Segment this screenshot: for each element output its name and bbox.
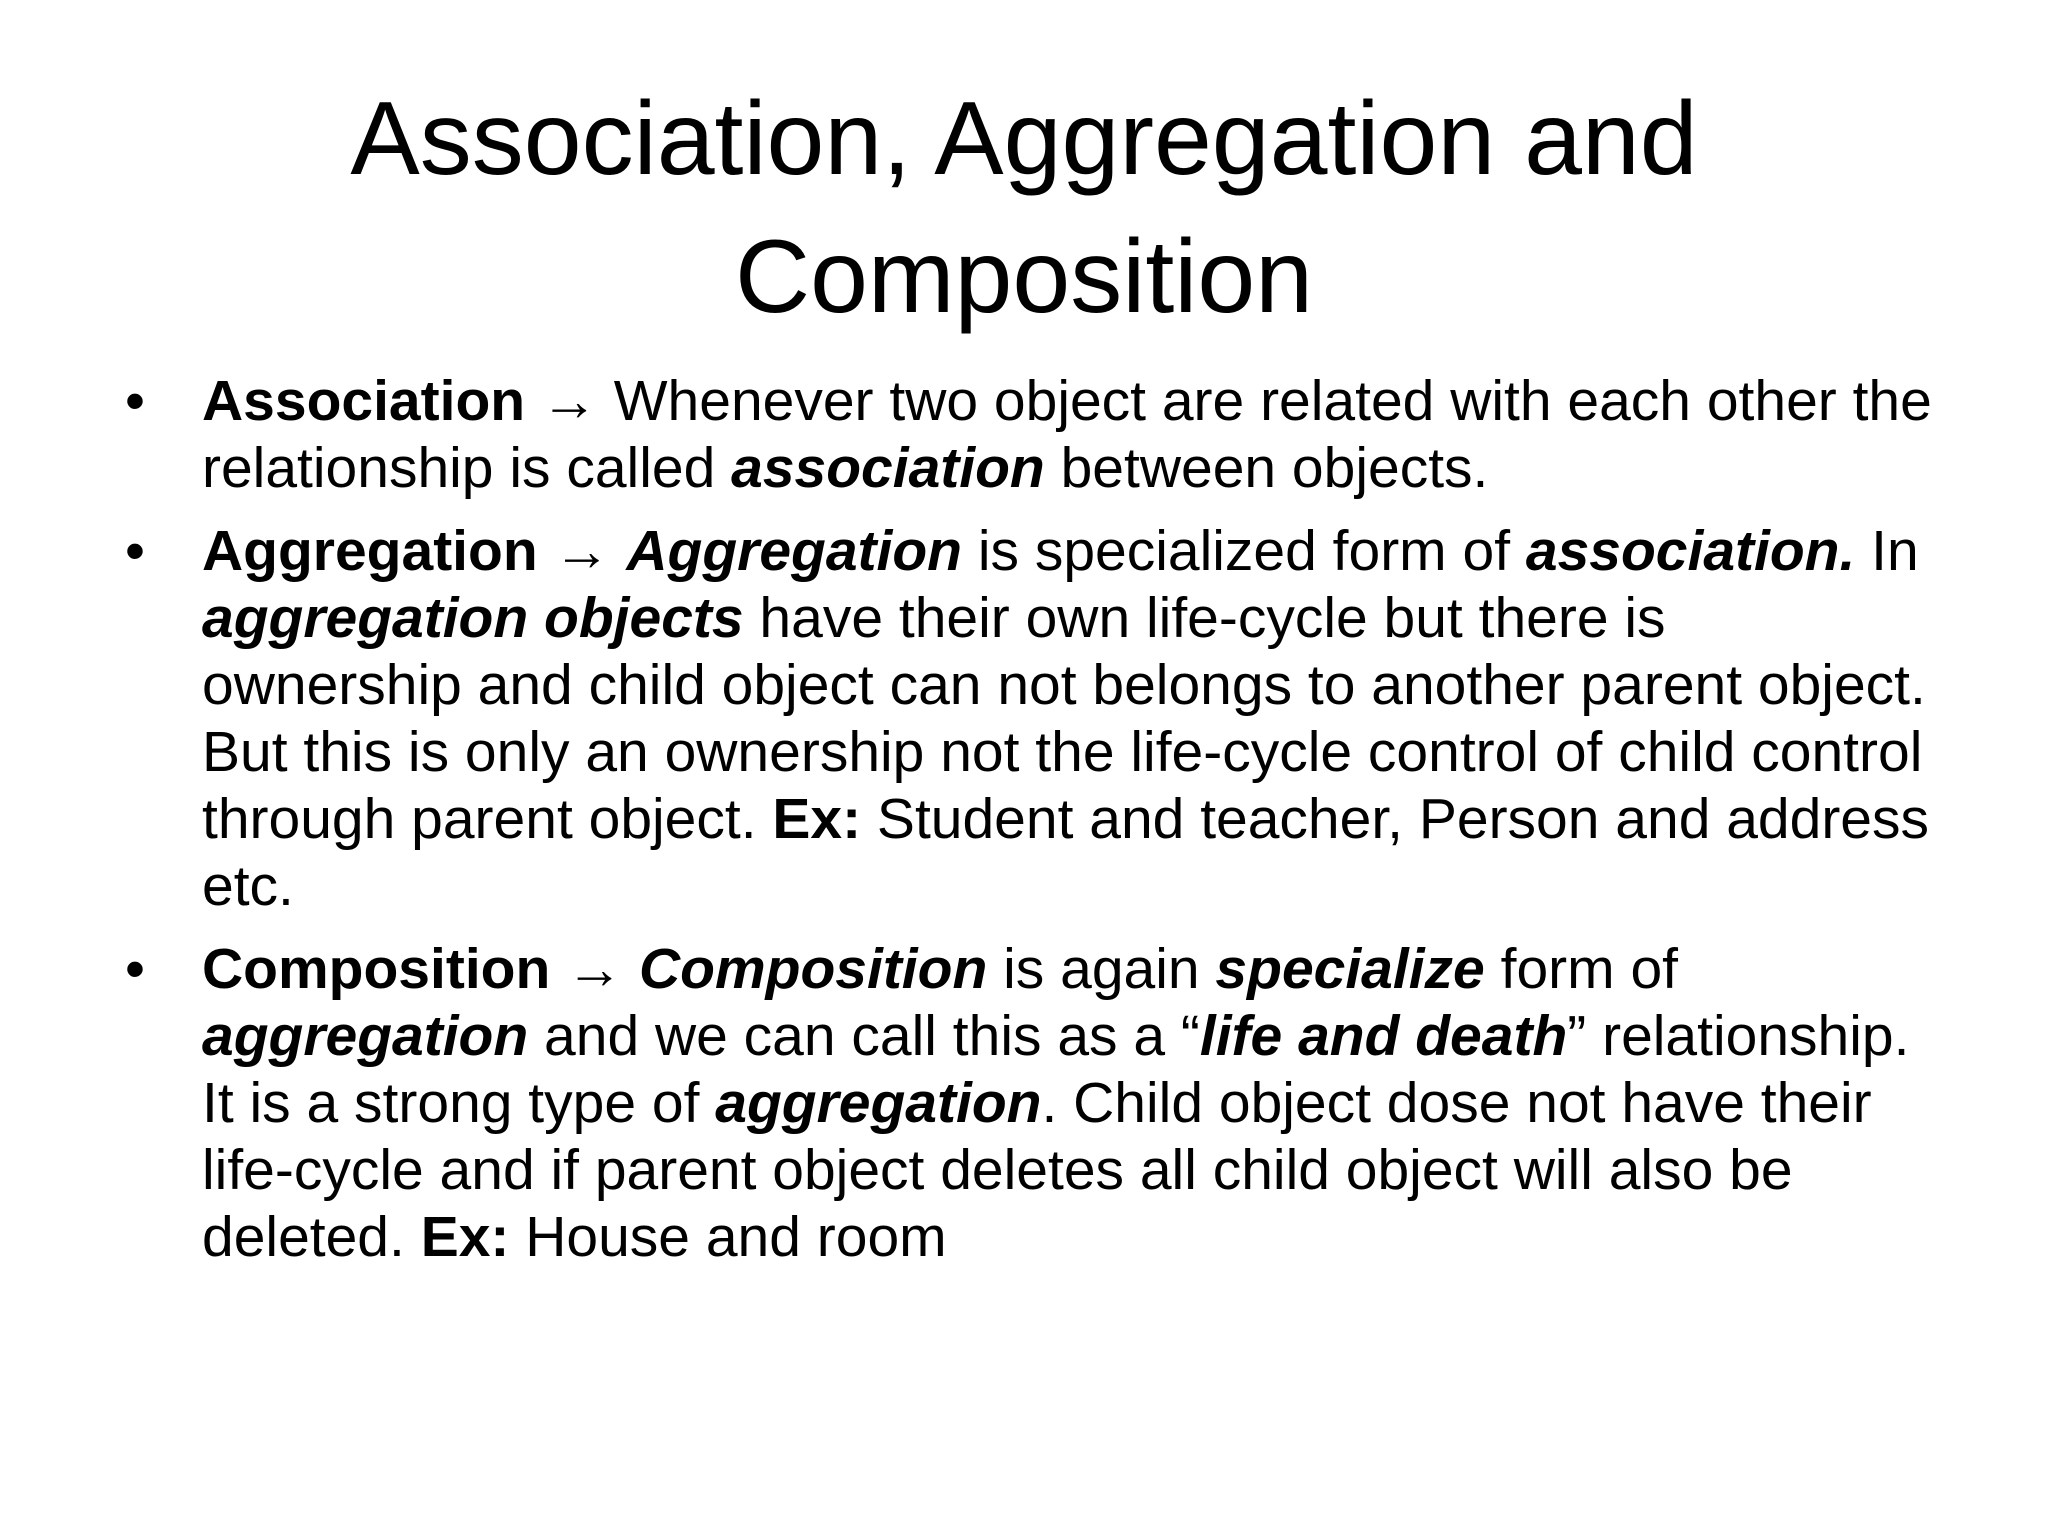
aggregation-text-2: In	[1855, 519, 1919, 583]
composition-text-4: ” relationship. It is a strong type of	[202, 1004, 1910, 1135]
composition-example-label: Ex:	[420, 1205, 510, 1269]
composition-emphasis-1: Composition	[638, 937, 988, 1001]
association-text-2: between objects.	[1044, 436, 1489, 500]
composition-emphasis-5: aggregation	[715, 1071, 1042, 1135]
slide-title-line-1: Association, Aggregation and	[350, 81, 1698, 197]
composition-emphasis-2: specialize	[1215, 937, 1485, 1001]
bullet-aggregation	[120, 518, 1940, 920]
composition-text-5: . Child object dose not have their life-cycle and if parent object deletes all child object will also be deleted.	[202, 1071, 1872, 1269]
arrow-icon: →	[540, 369, 598, 433]
aggregation-example-label: Ex:	[772, 787, 862, 851]
bullet-dot: •	[125, 937, 145, 1001]
bullet-association	[120, 368, 1940, 502]
association-emphasis-1: association	[731, 436, 1045, 500]
slide-title	[200, 70, 1848, 346]
composition-emphasis-4: life and death	[1199, 1004, 1568, 1068]
aggregation-example-text: Student and teacher, Person and address etc.	[202, 787, 1930, 918]
slide-title-line-2: Composition	[734, 219, 1314, 335]
composition-text-3: and we can call this as a “	[528, 1004, 1200, 1068]
aggregation-emphasis-3: aggregation objects	[202, 586, 744, 650]
composition-text-2: form of	[1484, 937, 1678, 1001]
association-text-1: Whenever two object are related with each other the relationship is called	[202, 369, 1932, 500]
bullet-composition	[120, 936, 1940, 1271]
aggregation-term: Aggregation	[202, 519, 538, 583]
composition-example-text: House and room	[509, 1205, 947, 1269]
arrow-icon: →	[553, 519, 611, 583]
composition-term: Composition	[202, 937, 551, 1001]
arrow-icon: →	[566, 937, 624, 1001]
aggregation-text-1: is specialized form of	[962, 519, 1526, 583]
bullet-dot: •	[125, 369, 145, 433]
aggregation-text-3: have their own life-cycle but there is ownership and child object can not belongs to another parent object. But this is only an ownership not the life-cycle control of child control through parent object.	[202, 586, 1926, 851]
aggregation-emphasis-2: association.	[1525, 519, 1856, 583]
bullet-dot: •	[125, 519, 145, 583]
aggregation-emphasis-1: Aggregation	[626, 519, 962, 583]
composition-text-1: is again	[987, 937, 1216, 1001]
bullet-list	[120, 368, 1940, 1287]
composition-emphasis-3: aggregation	[202, 1004, 529, 1068]
association-term: Association	[202, 369, 526, 433]
